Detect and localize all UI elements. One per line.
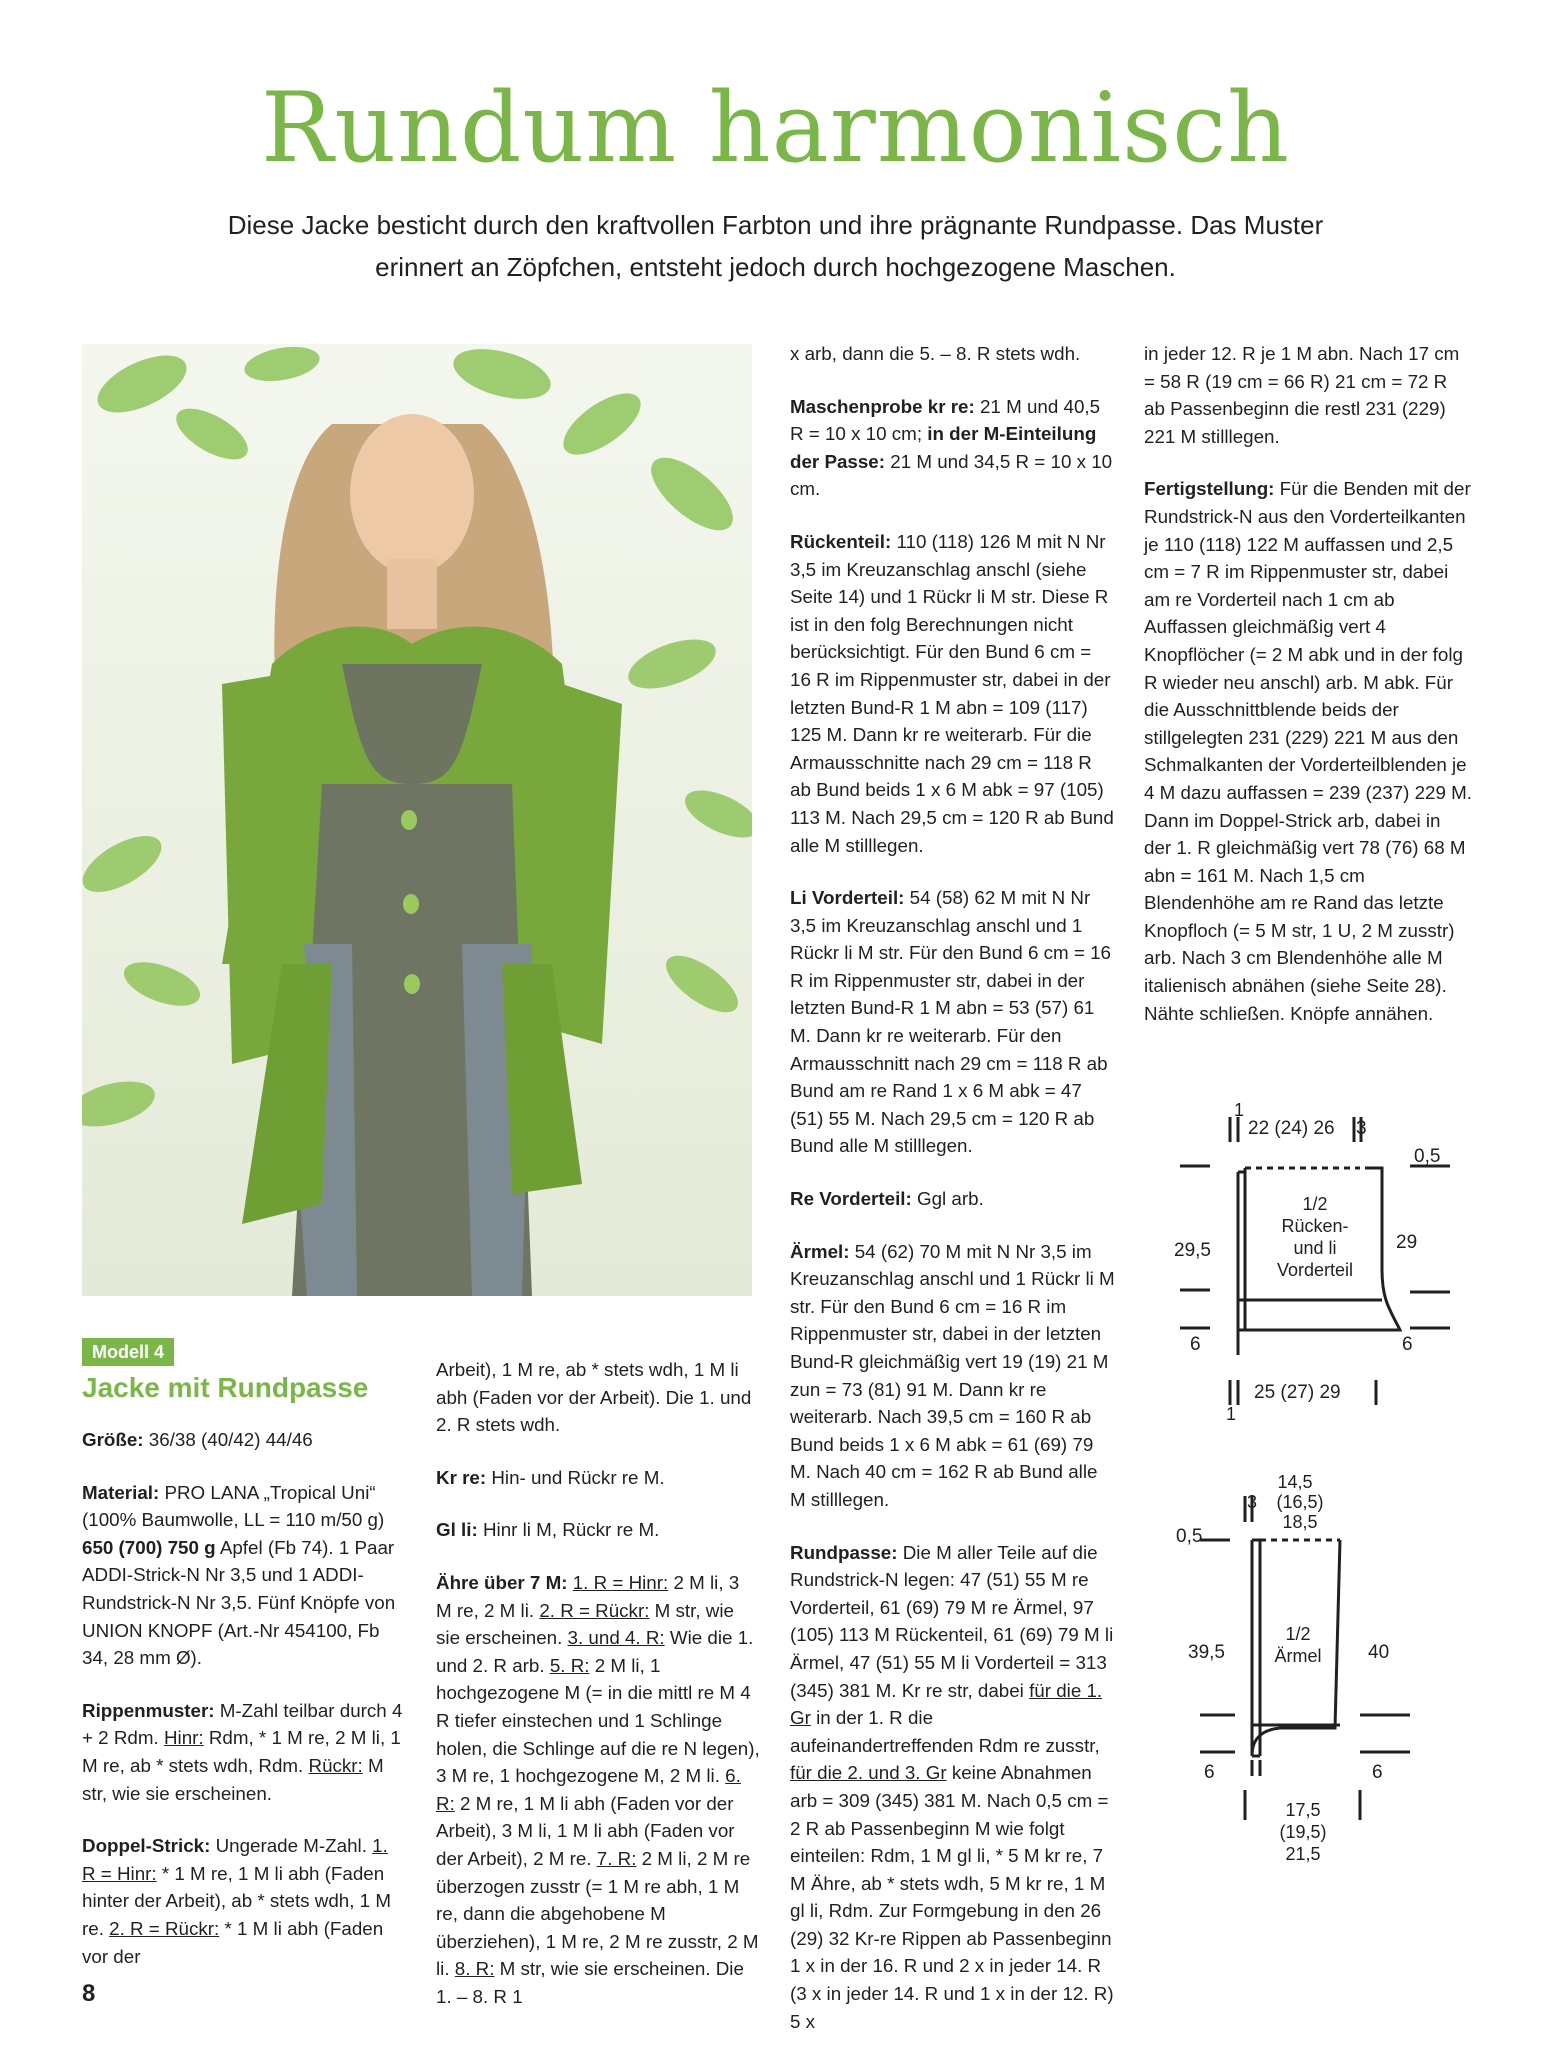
mp-label: Maschenprobe kr re: [790, 395, 975, 417]
re-vorderteil-paragraph [790, 1185, 1116, 1213]
diagram1-top-right: 3 [1356, 1118, 1367, 1139]
aehre-t34: Wie die 1. und 2. R arb. [436, 1627, 754, 1676]
rp-text: Die M aller Teile auf die Rundstrick-N legen: 47 (51) 55 M re Vorderteil, 61 (69) 79 M re Ärmel, 97 (105) 113 M Rückenteil, 61 (69) 79 M li Ärmel, 47 (51) 55 M li Vorderteil = 313 (345) 381 M. Kr re str, dabei [790, 1541, 1114, 1701]
fertigstellung-paragraph [1144, 475, 1472, 1027]
lv-text: 54 (58) 62 M mit N Nr 3,5 im Kreuzanschlag anschl und 1 Rückr li M str. Für den Bund 6 cm = 16 R im Rippenmuster str, dabei in der letzten Bund-R 1 M abn = 53 (57) 61 M. Dann kr re weiterarb. Für den Armausschnitt nach 29 cm = 118 R ab Bund am re Rand 1 x 6 M abk = 47 (51) 55 M. Nach 29,5 cm = 120 R ab Bund alle M stilllegen. [790, 887, 1111, 1157]
glli-label: Gl li: [436, 1519, 478, 1541]
diagram1-bund-left: 6 [1190, 1334, 1201, 1355]
aehre-paragraph [436, 1569, 760, 2011]
diagram2-top-left: 3 [1247, 1492, 1258, 1512]
diagram2-left-top: 0,5 [1176, 1526, 1203, 1547]
maschenprobe-paragraph [790, 393, 1116, 503]
schnitt-diagram-aermel [1160, 1460, 1500, 1880]
photo-illustration [82, 344, 752, 1296]
diagram1-top-mid: 22 (24) 26 [1248, 1118, 1335, 1139]
model-title: Jacke mit Rundpasse [82, 1372, 369, 1403]
model-photo [82, 344, 752, 1296]
aehre-r7: 7. R: [596, 1847, 637, 1869]
diagram1-bottom-left: 1 [1226, 1404, 1237, 1424]
intro-line-1: Diese Jacke besticht durch den kraftvollen Farbton und ihre prägnante Rundpasse. Das Muster [227, 210, 1324, 240]
diagram2-bottom-line-1: 17,5 [1285, 1800, 1321, 1820]
mp-label-2: in der M-Einteilung der Passe: [790, 423, 1097, 472]
diagram2-top-line-3: 18,5 [1282, 1512, 1318, 1532]
aehre-t6: 2 M re, 1 M li abh (Faden vor der Arbeit), 3 M li, 1 M li abh (Faden vor der Arbeit), 2 M re. [436, 1792, 735, 1869]
diagram1-right-top: 0,5 [1414, 1146, 1441, 1167]
diagram2-bund-left: 6 [1204, 1762, 1215, 1783]
rippen-text-3: M str, wie sie erscheinen. [82, 1754, 384, 1804]
doppel-text-3: * 1 M li abh (Faden vor der [82, 1917, 384, 1967]
model-tag: Modell 4 [82, 1338, 174, 1366]
diagram2-bottom-line-2: (19,5) [1279, 1822, 1327, 1842]
rt-text: 110 (118) 126 M mit N Nr 3,5 im Kreuzanschlag anschl (siehe Seite 14) und 1 Rückr li M str. Diese R ist in den folg Berechnungen nicht berücksichtigt. Für den Bund 6 cm = 16 R im Rippenmuster str, dabei in der letzten Bund-R 1 M abn = 109 (117) 125 M. Dann kr re weiterarb. Für die Armausschnitte nach 29 cm = 118 R ab Bund beids 1 x 6 M abk = 97 (105) 113 M. Nach 29,5 cm = 120 R ab Bund alle M stilllegen. [790, 530, 1114, 856]
material-text-2: Apfel (Fb 74). 1 Paar ADDI-Strick-N Nr 3,5 und 1 ADDI-Rundstrick-N Nr 3,5. Fünf Knöpfe von UNION KNOPF (Art.-Nr 454100, Fb 34, 28 mm Ø). [82, 1536, 396, 1669]
material-amount: 650 (700) 750 g [82, 1536, 216, 1558]
col2-continuation: Arbeit), 1 M re, ab * stets wdh, 1 M li abh (Faden vor der Arbeit). Die 1. und 2. R stets wdh. [436, 1359, 752, 1436]
krre-label: Kr re: [436, 1466, 487, 1488]
diagram1-right-height: 29 [1396, 1232, 1418, 1253]
diagram1-label-1: 1/2 [1302, 1194, 1328, 1214]
diagram2-label-1: 1/2 [1285, 1624, 1311, 1644]
diagram2-label-2: Ärmel [1274, 1646, 1322, 1666]
doppel-r1: 1. R = Hinr: [82, 1835, 388, 1884]
intro-line-2: erinnert an Zöpfchen, entsteht jedoch durch hochgezogene Maschen. [375, 252, 1176, 282]
lv-label: Li Vorderteil: [790, 887, 905, 909]
diagram2-right-height: 40 [1368, 1642, 1390, 1663]
groesse-label: Größe: [82, 1429, 144, 1450]
column-3 [790, 340, 1116, 2060]
groesse-text: 36/38 (40/42) 44/46 [143, 1429, 313, 1450]
doppel-label: Doppel-Strick: [82, 1835, 211, 1857]
rt-label: Rückenteil: [790, 530, 892, 552]
aehre-r2: 2. R = Rückr: [539, 1599, 650, 1621]
diagram1-bottom-mid: 25 (27) 29 [1254, 1382, 1341, 1403]
rippen-rueckr: Rückr: [308, 1754, 363, 1776]
rippen-label: Rippenmuster: [82, 1699, 215, 1721]
rv-label: Re Vorderteil: [790, 1188, 912, 1210]
aehre-r34: 3. und 4. R: [567, 1627, 665, 1649]
page-number: 8 [82, 1980, 96, 2007]
diagram1-label-3: und li [1293, 1238, 1337, 1258]
doppel-r2: 2. R = Rückr: [109, 1917, 220, 1939]
doppel-text-2: * 1 M re, 1 M li abh (Faden hinter der Arbeit), ab * stets wdh, 1 M re. [82, 1862, 391, 1939]
aehre-t1: 2 M li, 3 M re, 2 M li. [436, 1571, 740, 1621]
col3-continuation: x arb, dann die 5. – 8. R stets wdh. [790, 343, 1081, 364]
aehre-r5: 5. R: [549, 1654, 590, 1676]
krre-text: Hin- und Rückr re M. [486, 1466, 665, 1488]
material-label: Material: [82, 1481, 160, 1503]
diagram1-bund-right: 6 [1402, 1334, 1413, 1355]
rp-text-3: keine Abnahmen arb = 309 (345) 381 M. Nach 0,5 cm = 2 R ab Passenbeginn M wie folgt einteilen: Rdm, 1 M gl li, * 5 M kr re, 7 M Ähre, ab * stets wdh, 5 M kr re, 1 M gl li, Rdm. Zur Formgebung in den 26 (29) 32 Kr-re Rippen ab Passenbeginn 1 x in der 16. R und 2 x in jeder 14. R (3 x in jeder 14. R und 1 x in der 12. R) 5 x [790, 1762, 1114, 2032]
rippen-hinr: Hinr: [163, 1727, 204, 1749]
diagram2-left-height: 39,5 [1188, 1642, 1225, 1663]
doppel-text: Ungerade M-Zahl. [210, 1835, 373, 1857]
ae-label: Ärmel: [790, 1240, 850, 1262]
glli-text: Hinr li M, Rückr re M. [477, 1519, 660, 1541]
aehre-t8: M str, wie sie erscheinen. Die 1. – 8. R 1 [436, 1958, 744, 2007]
mp-text-2: 21 M und 34,5 R = 10 x 10 cm. [790, 450, 1113, 500]
aehre-r1: 1. R = Hinr: [572, 1571, 669, 1593]
diagram1-label-2: Rücken- [1281, 1216, 1349, 1236]
material-paragraph [82, 1479, 406, 1672]
fs-label: Fertigstellung: [1144, 478, 1275, 500]
li-vorderteil-paragraph [790, 884, 1116, 1160]
schnitt-diagram-ruecken [1160, 1100, 1500, 1430]
rp-label: Rundpasse: [790, 1541, 898, 1563]
diagram2-top-line-1: 14,5 [1277, 1472, 1313, 1492]
aehre-t5: 2 M li, 1 hochgezogene M (= in die mittl re M 4 R tiefer einstechen und 1 Schlinge holen, die Schlinge auf die re N legen), 3 M re, 1 hochgezogene M, 2 M li. [436, 1654, 760, 1787]
material-text: PRO LANA „Tropical Uni“ (100% Baumwolle, LL = 110 m/50 g) [82, 1481, 385, 1531]
diagram1-left-height: 29,5 [1174, 1240, 1211, 1261]
column-1 [82, 1338, 406, 1995]
aehre-r6: 6. R: [436, 1765, 741, 1814]
mp-text: 21 M und 40,5 R = 10 x 10 cm; [790, 395, 1101, 445]
rp-u2: für die 2. und 3. Gr [790, 1762, 947, 1784]
diagram2-bund-right: 6 [1372, 1762, 1383, 1783]
intro-text [200, 204, 1351, 288]
aehre-r8: 8. R: [454, 1958, 495, 1980]
groesse-paragraph [82, 1426, 406, 1454]
rp-text-2: in der 1. R die aufeinandertreffenden Rdm re zusstr, [790, 1707, 1100, 1756]
krre-paragraph [436, 1464, 760, 1492]
rippen-paragraph [82, 1697, 406, 1807]
rueckenteil-paragraph [790, 528, 1116, 859]
rippen-text-2: Rdm, * 1 M re, 2 M li, 1 M re, ab * stets wdh, Rdm. [82, 1727, 401, 1776]
diagram1-top-left: 1 [1234, 1100, 1245, 1120]
fs-text: Für die Benden mit der Rundstrick-N aus den Vorderteilkanten je 110 (118) 122 M auffassen und 2,5 cm = 7 R im Rippenmuster str, dabei am re Vorderteil nach 1 cm ab Auffassen gleichmäßig vert 4 Knopflöcher (= 2 M abk und in der folg R wieder neu anschl) arb. M abk. Für die Ausschnittblende beids der stillgelegten 231 (229) 221 M aus den Schmalkanten der Vorderteilblenden je 4 M dazu auffassen = 239 (237) 229 M. Dann im Doppel-Strick arb, dabei in der 1. R gleichmäßig vert 78 (76) 68 M abn = 161 M. Nach 1,5 cm Blendenhöhe am re Rand das letzte Knopfloch (= 5 M str, 1 U, 2 M zusstr) arb. Nach 3 cm Blendenhöhe alle M italienisch abnähen (siehe Seite 28). Nähte schließen. Knöpfe annähen. [1144, 478, 1473, 1024]
diagram2-bottom-line-3: 21,5 [1285, 1844, 1321, 1864]
aermel-paragraph [790, 1238, 1116, 1514]
column-2 [436, 1356, 760, 2035]
column-4 [1144, 340, 1472, 1052]
rundpasse-paragraph [790, 1539, 1116, 2036]
rv-text: Ggl arb. [911, 1188, 984, 1210]
ae-text: 54 (62) 70 M mit N Nr 3,5 im Kreuzanschlag anschl und 1 Rückr li M str. Für den Bund 6 cm = 16 R im Rippenmuster str, dabei in der letzten Bund-R gleichmäßig vert 19 (19) 21 M zun = 73 (81) 91 M. Dann kr re weiterarb. Nach 39,5 cm = 160 R ab Bund beids 1 x 6 M abk = 61 (69) 79 M. Nach 40 cm = 162 R ab Bund alle M stilllegen. [790, 1240, 1115, 1510]
page-title: Rundum harmonisch [261, 72, 1290, 184]
aehre-t7: 2 M li, 2 M re überzogen zusstr (= 1 M re abh, 1 M re, dann die abgehobene M überziehen), 1 M re, 2 M re zusstr, 2 M li. [436, 1847, 759, 1980]
col4-continuation: in jeder 12. R je 1 M abn. Nach 17 cm = 58 R (19 cm = 66 R) 21 cm = 72 R ab Passenbeginn die restl 231 (229) 221 M stilllegen. [1144, 343, 1460, 447]
aehre-t2: M str, wie sie erscheinen. [436, 1599, 734, 1649]
diagram2-top-line-2: (16,5) [1276, 1492, 1324, 1512]
rp-u1: für die 1. Gr [790, 1679, 1103, 1729]
aehre-label: Ähre über 7 M: [436, 1571, 568, 1593]
diagram1-label-4: Vorderteil [1276, 1260, 1354, 1280]
doppel-paragraph [82, 1832, 406, 1970]
glli-paragraph [436, 1516, 760, 1544]
rippen-text: M-Zahl teilbar durch 4 + 2 Rdm. [82, 1699, 403, 1749]
